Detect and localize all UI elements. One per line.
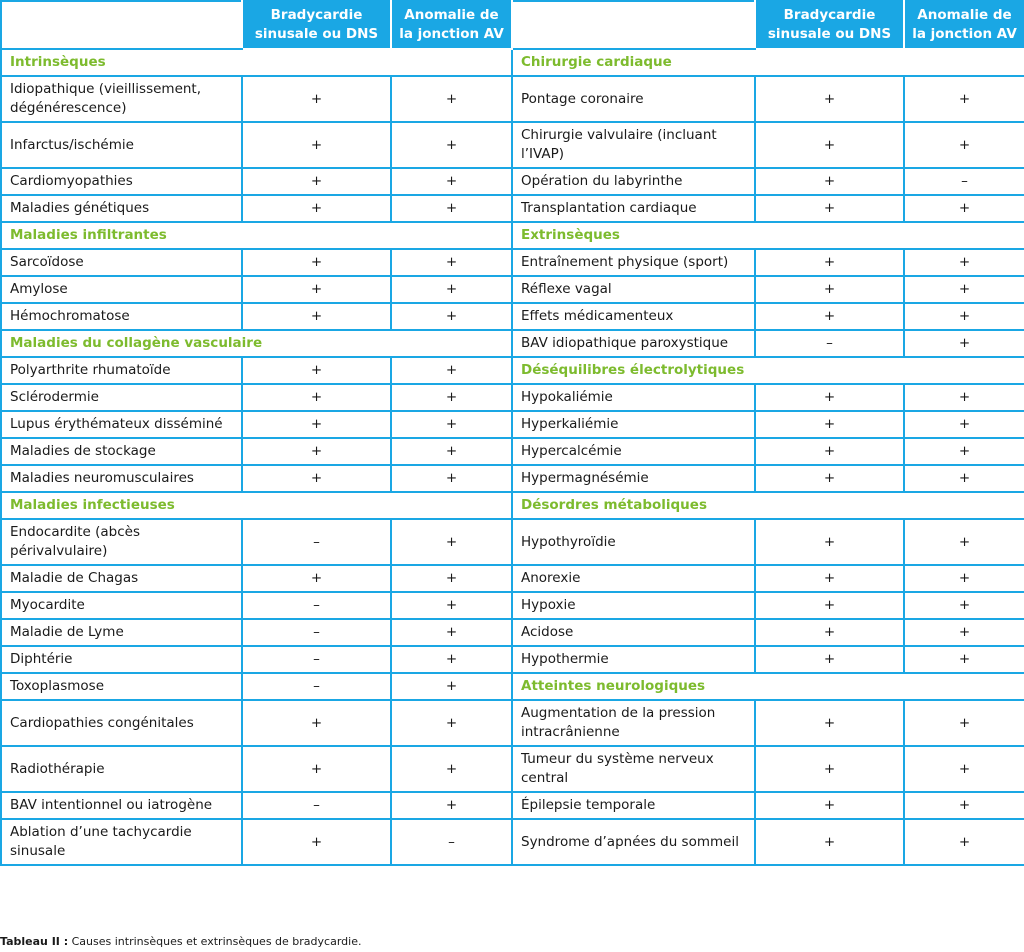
sinus-dns-value: + (755, 592, 904, 619)
cause-label: BAV idiopathique paroxystique (512, 330, 755, 357)
cause-label: Ablation d’une tachycardie sinusale (1, 819, 242, 865)
av-junction-value: + (391, 168, 512, 195)
cause-label: Idiopathique (vieillissement, dégénérescence) (1, 76, 242, 122)
av-junction-value: + (904, 438, 1024, 465)
section-heading: Extrinsèques (512, 222, 1024, 249)
sinus-dns-value: + (242, 465, 391, 492)
table-row (1, 168, 1024, 195)
cause-label: Réflexe vagal (512, 276, 755, 303)
cause-label: Hypokaliémie (512, 384, 755, 411)
av-junction-value: – (904, 168, 1024, 195)
cause-label: Pontage coronaire (512, 76, 755, 122)
av-junction-value: + (904, 746, 1024, 792)
cause-label: Infarctus/ischémie (1, 122, 242, 168)
cause-label: Toxoplasmose (1, 673, 242, 700)
av-junction-value: + (391, 122, 512, 168)
sinus-dns-value: + (242, 76, 391, 122)
av-junction-value: + (391, 195, 512, 222)
sinus-dns-value: + (242, 746, 391, 792)
cause-label: Augmentation de la pression intracrânienne (512, 700, 755, 746)
sinus-dns-value: + (242, 819, 391, 865)
sinus-dns-value: + (755, 465, 904, 492)
header-col-sinus-left: Bradycardie sinusale ou DNS (242, 1, 391, 49)
cause-label: Maladies génétiques (1, 195, 242, 222)
av-junction-value: + (391, 592, 512, 619)
section-heading: Maladies infiltrantes (1, 222, 512, 249)
cause-label: Chirurgie valvulaire (incluant l’IVAP) (512, 122, 755, 168)
section-heading: Maladies infectieuses (1, 492, 512, 519)
av-junction-value: + (904, 565, 1024, 592)
av-junction-value: + (904, 465, 1024, 492)
sinus-dns-value: + (755, 122, 904, 168)
cause-label: Lupus érythémateux disséminé (1, 411, 242, 438)
table-row (1, 792, 1024, 819)
av-junction-value: + (391, 565, 512, 592)
av-junction-value: + (391, 746, 512, 792)
table-row (1, 565, 1024, 592)
cause-label: Maladie de Chagas (1, 565, 242, 592)
sinus-dns-value: + (755, 565, 904, 592)
sinus-dns-value: + (242, 195, 391, 222)
cause-label: Endocardite (abcès périvalvulaire) (1, 519, 242, 565)
cause-label: Amylose (1, 276, 242, 303)
cause-label: Maladies de stockage (1, 438, 242, 465)
sinus-dns-value: + (755, 619, 904, 646)
header-col-av-left: Anomalie de la jonction AV (391, 1, 512, 49)
table-row (1, 411, 1024, 438)
sinus-dns-value: – (242, 592, 391, 619)
sinus-dns-value: + (242, 411, 391, 438)
av-junction-value: + (904, 646, 1024, 673)
av-junction-value: + (391, 519, 512, 565)
sinus-dns-value: + (242, 438, 391, 465)
sinus-dns-value: – (242, 646, 391, 673)
header-col-sinus-right: Bradycardie sinusale ou DNS (755, 1, 904, 49)
section-heading: Désordres métaboliques (512, 492, 1024, 519)
cause-label: Hypercalcémie (512, 438, 755, 465)
table-row (1, 700, 1024, 746)
sinus-dns-value: + (755, 438, 904, 465)
cause-label: Cardiomyopathies (1, 168, 242, 195)
table-row (1, 746, 1024, 792)
sinus-dns-value: + (755, 276, 904, 303)
sinus-dns-value: + (755, 519, 904, 565)
cause-label: Maladies neuromusculaires (1, 465, 242, 492)
sinus-dns-value: + (755, 646, 904, 673)
av-junction-value: + (904, 700, 1024, 746)
table-row (1, 195, 1024, 222)
sinus-dns-value: – (242, 519, 391, 565)
av-junction-value: + (904, 592, 1024, 619)
sinus-dns-value: – (755, 330, 904, 357)
table-row (1, 438, 1024, 465)
av-junction-value: + (391, 249, 512, 276)
table-row (1, 592, 1024, 619)
table-row (1, 492, 1024, 519)
av-junction-value: + (391, 384, 512, 411)
sinus-dns-value: + (755, 76, 904, 122)
cause-label: Hémochromatose (1, 303, 242, 330)
cause-label: Entraînement physique (sport) (512, 249, 755, 276)
table-header (1, 1, 1024, 49)
sinus-dns-value: + (755, 195, 904, 222)
table-row (1, 76, 1024, 122)
cause-label: Anorexie (512, 565, 755, 592)
table-row (1, 276, 1024, 303)
sinus-dns-value: + (755, 411, 904, 438)
table-row (1, 249, 1024, 276)
table-caption (0, 935, 361, 949)
av-junction-value: + (904, 330, 1024, 357)
cause-label: Hyperkaliémie (512, 411, 755, 438)
section-heading: Déséquilibres électrolytiques (512, 357, 1024, 384)
cause-label: BAV intentionnel ou iatrogène (1, 792, 242, 819)
av-junction-value: + (904, 249, 1024, 276)
sinus-dns-value: + (242, 168, 391, 195)
cause-label: Acidose (512, 619, 755, 646)
cause-label: Hypermagnésémie (512, 465, 755, 492)
av-junction-value: + (391, 792, 512, 819)
sinus-dns-value: + (242, 357, 391, 384)
cause-label: Épilepsie temporale (512, 792, 755, 819)
table-row (1, 222, 1024, 249)
cause-label: Cardiopathies congénitales (1, 700, 242, 746)
header-empty-cell (512, 1, 755, 49)
cause-label: Opération du labyrinthe (512, 168, 755, 195)
sinus-dns-value: + (755, 168, 904, 195)
cause-label: Hypothermie (512, 646, 755, 673)
sinus-dns-value: + (242, 565, 391, 592)
cause-label: Diphtérie (1, 646, 242, 673)
av-junction-value: + (904, 519, 1024, 565)
av-junction-value: + (391, 303, 512, 330)
cause-label: Myocardite (1, 592, 242, 619)
av-junction-value: + (904, 384, 1024, 411)
sinus-dns-value: – (242, 673, 391, 700)
cause-label: Hypothyroïdie (512, 519, 755, 565)
table-row (1, 357, 1024, 384)
sinus-dns-value: + (755, 746, 904, 792)
av-junction-value: + (904, 76, 1024, 122)
section-heading: Maladies du collagène vasculaire (1, 330, 512, 357)
cause-label: Sclérodermie (1, 384, 242, 411)
av-junction-value: + (904, 411, 1024, 438)
av-junction-value: + (391, 673, 512, 700)
av-junction-value: + (391, 411, 512, 438)
header-empty-cell (1, 1, 242, 49)
av-junction-value: + (904, 792, 1024, 819)
sinus-dns-value: + (755, 700, 904, 746)
sinus-dns-value: + (242, 276, 391, 303)
av-junction-value: + (904, 195, 1024, 222)
sinus-dns-value: + (242, 700, 391, 746)
cause-label: Effets médicamenteux (512, 303, 755, 330)
sinus-dns-value: + (242, 122, 391, 168)
cause-label: Transplantation cardiaque (512, 195, 755, 222)
table-row (1, 619, 1024, 646)
table-row (1, 646, 1024, 673)
caption-label: Tableau II : (0, 935, 69, 948)
av-junction-value: + (391, 76, 512, 122)
section-heading: Chirurgie cardiaque (512, 49, 1024, 76)
sinus-dns-value: + (755, 792, 904, 819)
av-junction-value: + (391, 357, 512, 384)
av-junction-value: – (391, 819, 512, 865)
sinus-dns-value: + (242, 249, 391, 276)
cause-label: Polyarthrite rhumatoïde (1, 357, 242, 384)
av-junction-value: + (391, 646, 512, 673)
table-row (1, 819, 1024, 865)
av-junction-value: + (391, 619, 512, 646)
table-body (1, 49, 1024, 865)
av-junction-value: + (391, 438, 512, 465)
table-row (1, 519, 1024, 565)
cause-label: Maladie de Lyme (1, 619, 242, 646)
av-junction-value: + (904, 276, 1024, 303)
av-junction-value: + (904, 122, 1024, 168)
sinus-dns-value: + (755, 819, 904, 865)
cause-label: Sarcoïdose (1, 249, 242, 276)
table-row (1, 49, 1024, 76)
sinus-dns-value: + (755, 384, 904, 411)
av-junction-value: + (391, 465, 512, 492)
av-junction-value: + (391, 700, 512, 746)
sinus-dns-value: + (755, 249, 904, 276)
av-junction-value: + (904, 619, 1024, 646)
sinus-dns-value: + (755, 303, 904, 330)
av-junction-value: + (391, 276, 512, 303)
sinus-dns-value: – (242, 792, 391, 819)
table-row (1, 122, 1024, 168)
table-row (1, 465, 1024, 492)
section-heading: Atteintes neurologiques (512, 673, 1024, 700)
cause-label: Radiothérapie (1, 746, 242, 792)
table-row (1, 303, 1024, 330)
caption-text: Causes intrinsèques et extrinsèques de bradycardie. (68, 935, 362, 948)
cause-label: Syndrome d’apnées du sommeil (512, 819, 755, 865)
av-junction-value: + (904, 819, 1024, 865)
av-junction-value: + (904, 303, 1024, 330)
sinus-dns-value: + (242, 384, 391, 411)
cause-label: Hypoxie (512, 592, 755, 619)
cause-label: Tumeur du système nerveux central (512, 746, 755, 792)
table-row (1, 330, 1024, 357)
sinus-dns-value: – (242, 619, 391, 646)
sinus-dns-value: + (242, 303, 391, 330)
header-col-av-right: Anomalie de la jonction AV (904, 1, 1024, 49)
table-row (1, 673, 1024, 700)
table-row (1, 384, 1024, 411)
section-heading: Intrinsèques (1, 49, 512, 76)
